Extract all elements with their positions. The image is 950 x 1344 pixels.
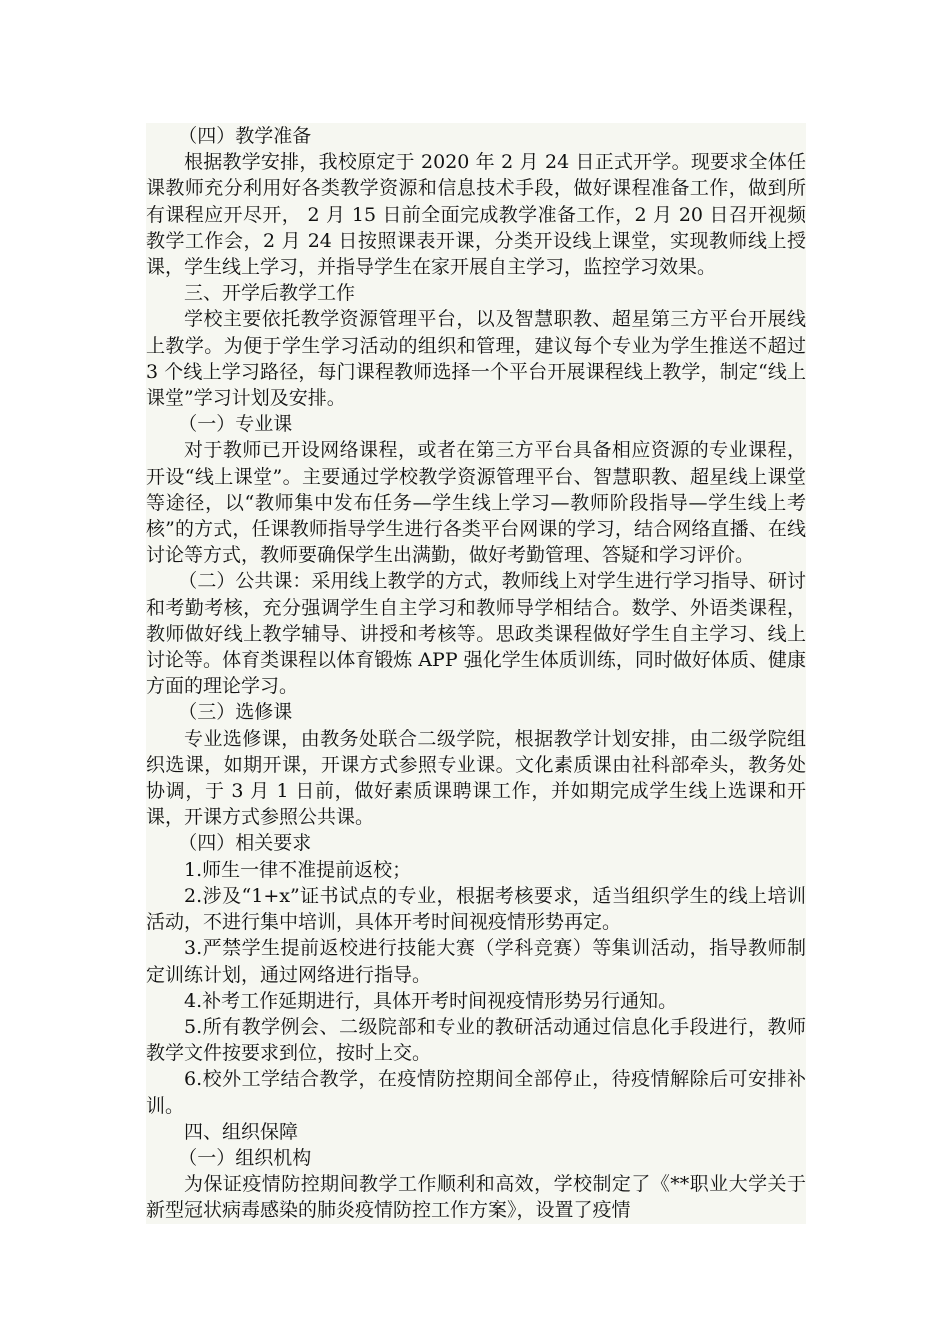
paragraph-electives: 专业选修课，由教务处联合二级学院，根据教学计划安排，由二级学院组织选课，如期开课，开课方式参照专业课。文化素质课由社科部牵头，教务处协调，于 3 月 1 日前，做好素质课聘课工作，并如期完成学生线上选课和开课，开课方式参照公共课。: [146, 727, 806, 829]
section-heading-org-structure: （一）组织机构: [178, 1146, 312, 1169]
section-heading-major-courses: （一）专业课: [178, 413, 293, 436]
section-heading-electives: （三）选修课: [178, 701, 293, 724]
section-heading-teaching-prep: （四）教学准备: [178, 125, 312, 147]
paragraph-public-courses: （二）公共课：采用线上教学的方式，教师线上对学生进行学习指导、研讨和考勤考核，充分强调学生自主学习和教师导学相结合。数学、外语类课程，教师做好线上教学辅导、讲授和考核等。思政类课程做好学生自主学习、线上讨论等。体育类课程以体育锻炼 APP 强化学生体质训练，同时做好体质、健康方面的理论学习。: [146, 570, 806, 698]
paragraph-teaching-prep: 根据教学安排，我校原定于 2020 年 2 月 24 日正式开学。现要求全体任课教师充分利用好各类教学资源和信息技术手段，做好课程准备工作，做到所有课程应开尽开， 2 月 15 日前全面完成教学准备工作，2 月 20 日召开视频教学工作会，2 月 24 日按照课表开课，分类开设线上课堂，实现教师线上授课，学生线上学习，并指导学生在家开展自主学习，监控学习效果。: [146, 151, 806, 279]
document-body: [146, 123, 806, 1224]
requirement-item-3: 3.严禁学生提前返校进行技能大赛（学科竞赛）等集训活动，指导教师制定训练计划，通过网络进行指导。: [146, 937, 806, 986]
paragraph-major-courses: 对于教师已开设网络课程，或者在第三方平台具备相应资源的专业课程，开设“线上课堂”。主要通过学校教学资源管理平台、智慧职教、超星线上课堂等途径，以“教师集中发布任务—学生线上学习—教师阶段指导—学生线上考核”的方式，任课教师指导学生进行各类平台网课的学习，结合网络直播、在线讨论等方式，教师要确保学生出满勤，做好考勤管理、答疑和学习评价。: [146, 439, 806, 567]
requirement-item-5: 5.所有教学例会、二级院部和专业的教研活动通过信息化手段进行，教师教学文件按要求到位，按时上交。: [146, 1015, 806, 1065]
requirement-item-4: 4.补考工作延期进行，具体开考时间视疫情形势另行通知。: [184, 989, 678, 1012]
requirement-item-6: 6.校外工学结合教学，在疫情防控期间全部停止，待疫情解除后可安排补训。: [146, 1068, 806, 1117]
paragraph-online-platform: 学校主要依托教学资源管理平台，以及智慧职教、超星第三方平台开展线上教学。为便于学生学习活动的组织和管理，建议每个专业为学生推送不超过 3 个线上学习路径，每门课程教师选择一个平台开展课程线上教学，制定“线上课堂”学习计划及安排。: [146, 308, 806, 410]
section-heading-after-school-start: 三、开学后教学工作: [184, 282, 356, 305]
section-heading-requirements: （四）相关要求: [178, 832, 312, 855]
requirement-item-1: 1.师生一律不准提前返校；: [184, 858, 412, 881]
requirement-item-2: 2.涉及“1+x”证书试点的专业，根据考核要求，适当组织学生的线上培训活动，不进行集中培训，具体开考时间视疫情形势再定。: [146, 884, 806, 934]
paragraph-org-structure: 为保证疫情防控期间教学工作顺利和高效，学校制定了《**职业大学关于新型冠状病毒感染的肺炎疫情防控工作方案》，设置了疫情: [146, 1173, 806, 1222]
section-heading-organization: 四、组织保障: [184, 1120, 299, 1143]
